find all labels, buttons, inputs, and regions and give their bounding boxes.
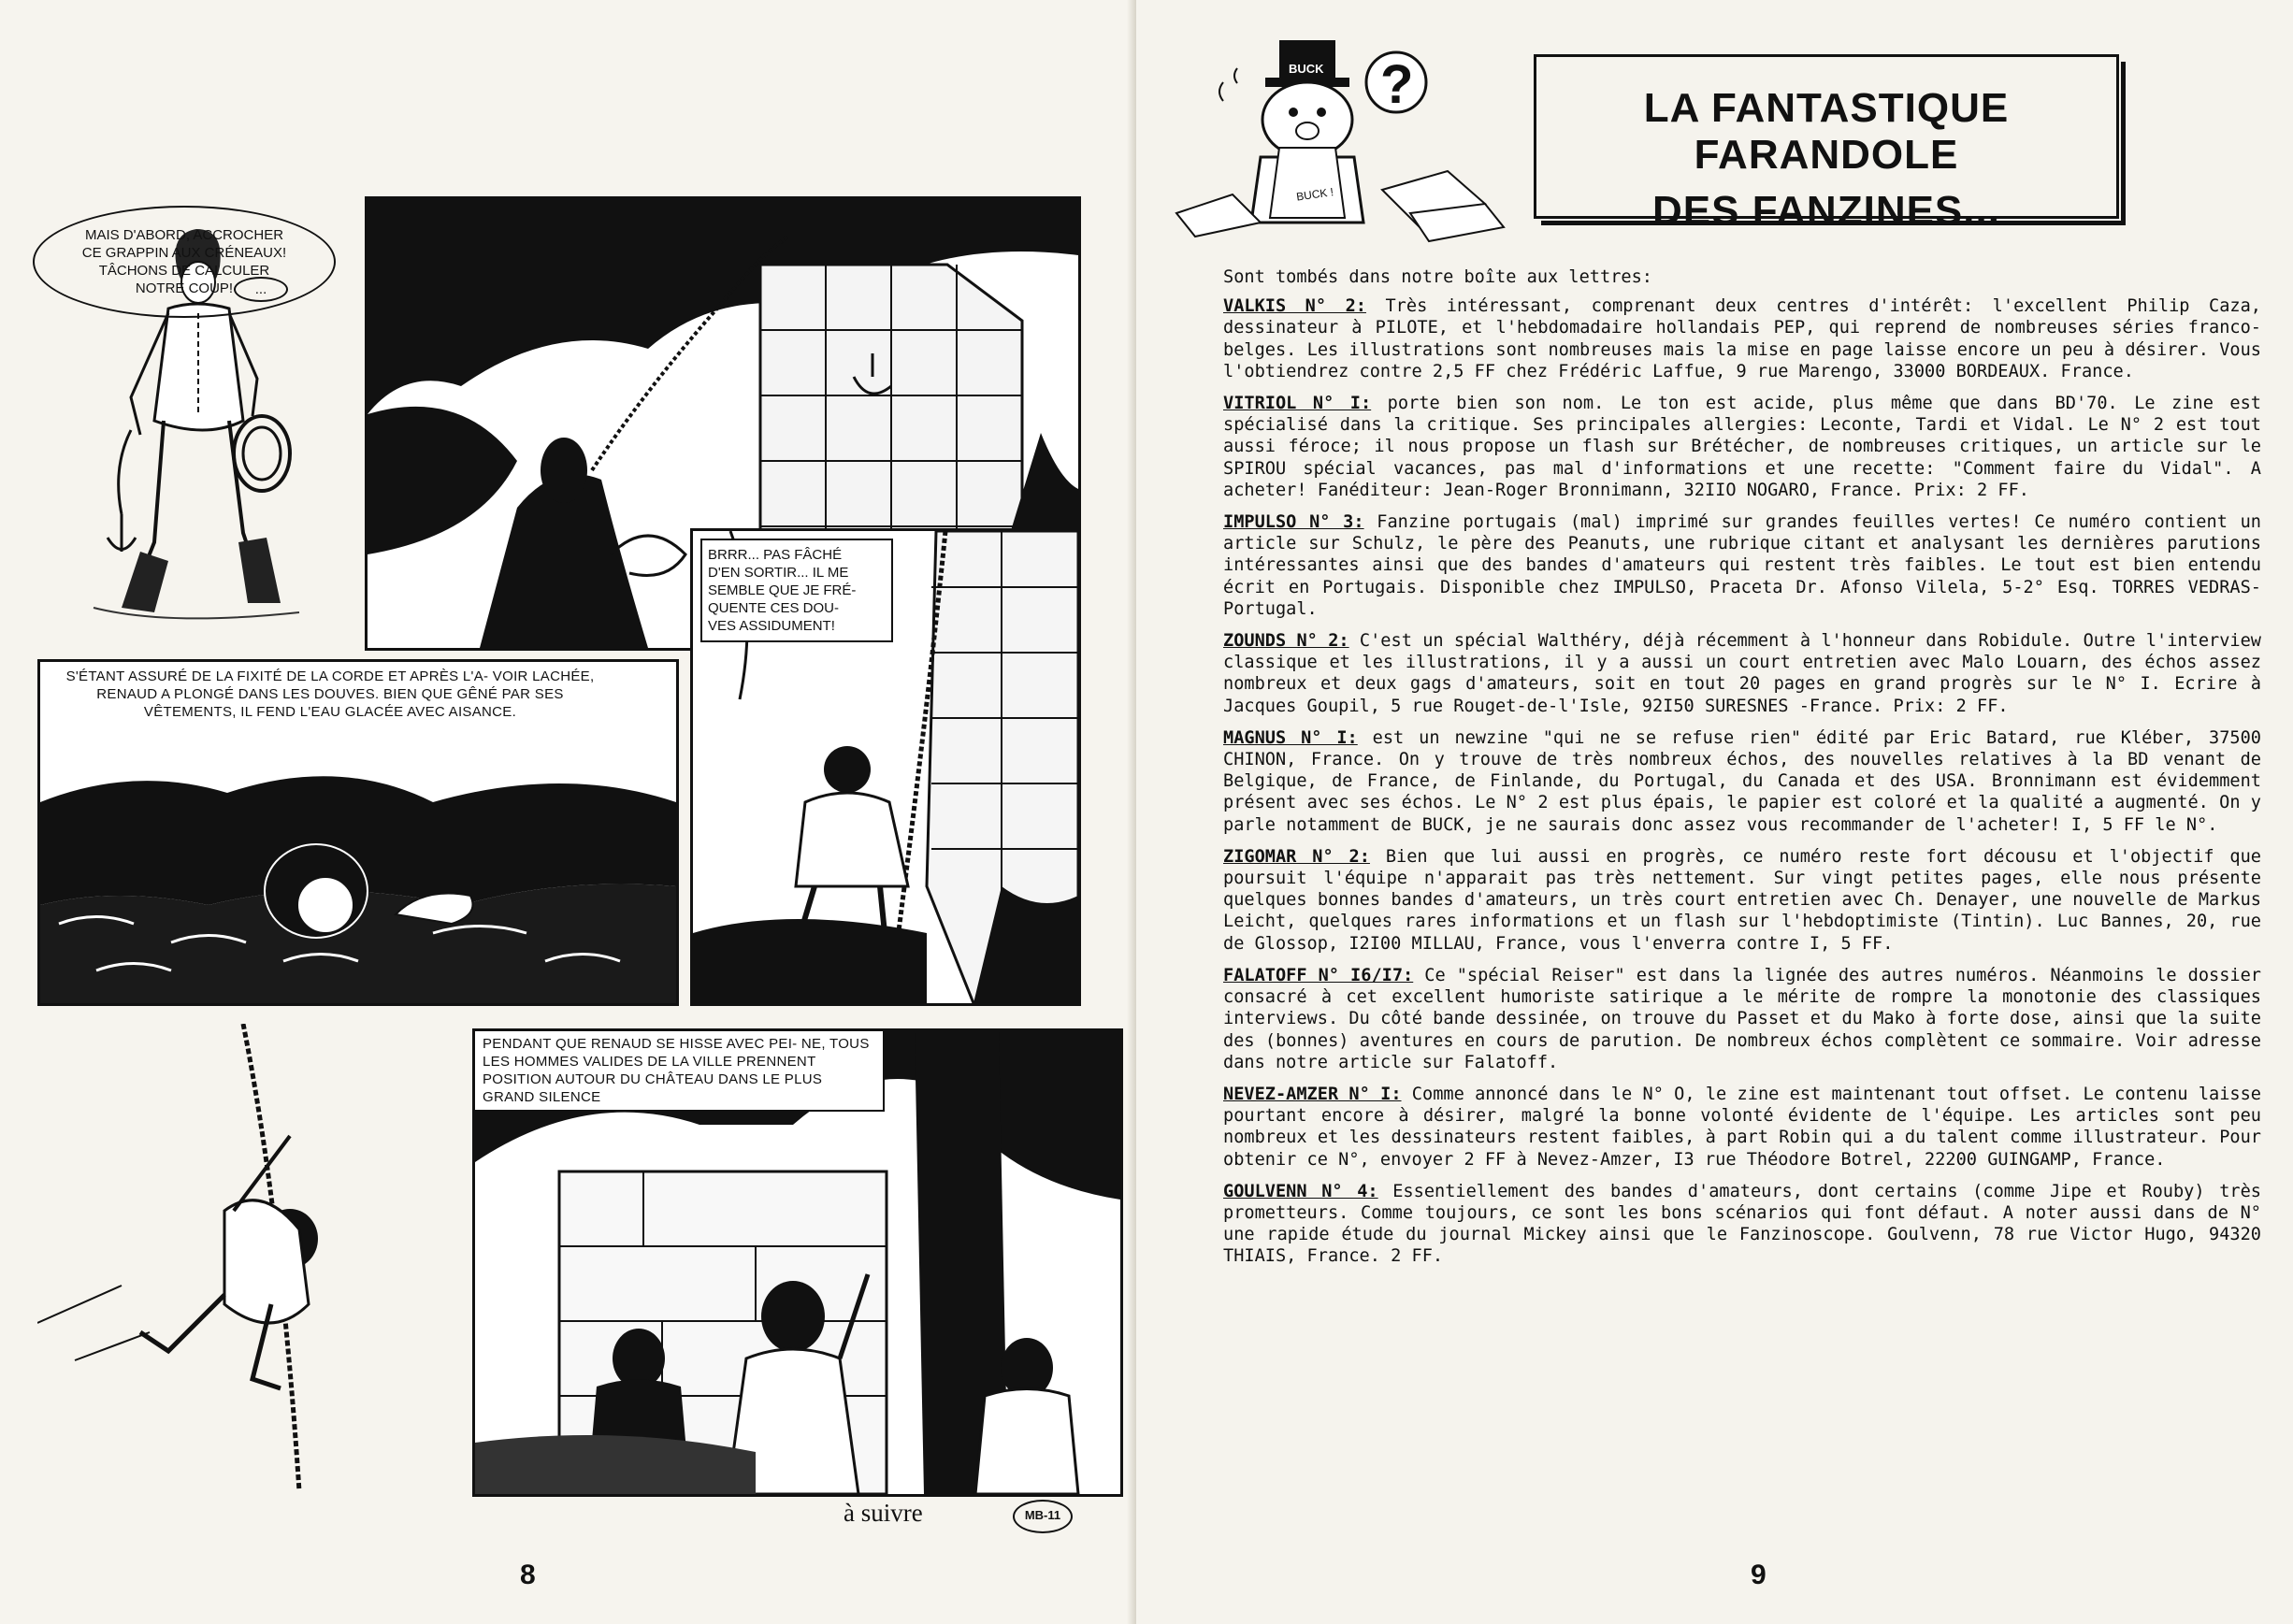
section-title-box <box>1534 54 2119 234</box>
fanzine-entry-text: Très intéressant, comprenant deux centres d'intérêt: l'excellent Philip Caza, dessinateur à PILOTE, et l'hebdomadaire hollandais PEP, qui reprend de nombreuses séries franco-belges. Les illustrations sont nombreuses mais la mise en page laisse encore un peu à désirer. Vous l'obtiendrez contre 2,5 FF chez Frédéric Laffue, 9 rue Marengo, 33000 BORDEAUX. France. <box>1223 296 2261 381</box>
article-intro: Sont tombés dans notre boîte aux lettres: <box>1223 267 1652 287</box>
mascot-reader <box>1167 26 1522 251</box>
mascot-question-mark: ? <box>1380 54 1414 115</box>
fanzine-entry <box>1223 295 2261 382</box>
fanzine-entry <box>1223 511 2261 620</box>
fanzine-entry-text: Ce "spécial Reiser" est dans la lignée des autres numéros. Néanmoins le dossier consacré à cet excellent humoriste satirique a le mérite de rompre la monotonie des classiques interviews. Du côté bande dessinée, on trouve du Passet et du Mako à forte dose, ainsi que la suite des (bonnes) aventures en cours de parution. De nombreux échos complètent ce sommaire. Voir adresse dans notre article sur Falatoff. <box>1223 965 2261 1072</box>
fanzine-entry-name: GOULVENN N° 4: <box>1223 1181 1378 1201</box>
panel-6-caption: PENDANT QUE RENAUD SE HISSE AVEC PEI- NE, TOUS LES HOMMES VALIDES DE LA VILLE PRENNENT POSITION AUTOUR DU CHÂTEAU DANS LE PLUS GRAND SILENCE <box>475 1031 885 1112</box>
mascot-reading-illustration <box>1167 26 1522 251</box>
fanzine-review-article <box>1223 266 2261 1278</box>
fanzine-entry-text: porte bien son nom. Le ton est acide, plus même que dans BD'70. Le zine est spécialisé dans la critique. Ses principales allergies: Leconte, Tardi et Vidal. Le N° 2 est tout aussi féroce; il nous propose un flash sur Brétécher, de nombreuses critiques, un article sur le SPIROU spécial vacances, pas mal d'informations et une recette: "Comment faire du Vidal". A acheter! Fanéditeur: Jean-Roger Bronnimann, 32IIO NOGARO, France. Prix: 2 FF. <box>1223 394 2262 500</box>
panel-5-climbing-rope <box>37 1024 411 1491</box>
page-number-left: 8 <box>520 1559 536 1590</box>
fanzine-entry <box>1223 846 2261 955</box>
fanzine-entry-text: C'est un spécial Walthéry, déjà récemment à l'honneur dans Robidule. Outre l'interview classique et les illustrations, il y a aussi un court entretien avec Malo Louarn, des échos assez nombreux et deux gags d'amateurs, soit en tout 20 pages en grand progrès sur le N° I. Ecrire à Jacques Goupil, 5 rue Rouget-de-l'Isle, 92I50 SURESNES -France. Prix: 2 FF. <box>1223 631 2261 716</box>
fanzine-entry-name: NEVEZ-AMZER N° I: <box>1223 1084 1402 1104</box>
fanzine-entry-text: Essentiellement des bandes d'amateurs, dont certains (comme Jipe et Rouby) très prometteurs. Comme toujours, ce sont les bons scénarios qui font défaut. A noter aussi dans de N° une rapide étude du journal Mickey ainsi que le Fanzinoscope. Goulvenn, 78 rue Victor Hugo, 94320 THIAIS, France. 2 FF. <box>1223 1181 2261 1267</box>
fanzine-entry-name: VALKIS N° 2: <box>1223 296 1366 317</box>
mascot-hat-text: BUCK <box>1289 62 1324 76</box>
fanzine-entry-text: Fanzine portugais (mal) imprimé sur grandes feuilles vertes! Ce numéro contient un article sur Schulz, le père des Peanuts, une rubrique citant et analysant les dernières parutions intéressantes ainsi que des bandes d'amateurs qui restent très faibles. Le tout est bien entendu écrit en Portugais. Disponible chez IMPULSO, Praceta Dr. Afonso Vilela, 5-2° Esq. TORRES VEDRAS- Portugal. <box>1223 512 2261 619</box>
fanzine-entry-name: MAGNUS N° I: <box>1223 727 1358 748</box>
panel-4-climbing-out <box>690 528 1081 1006</box>
panel-3-swimming <box>37 659 679 1006</box>
mascot-book-text: BUCK ! <box>1295 185 1334 204</box>
panel-1-speech-balloon: MAIS D'ABORD, ACCROCHER CE GRAPPIN AUX CRÉNEAUX! TÂCHONS DE CALCULER NOTRE COUP! <box>33 206 336 318</box>
panel-1-ellipsis-balloon: ... <box>234 277 288 302</box>
fanzine-entry-name: ZIGOMAR N° 2: <box>1223 846 1370 867</box>
panel-4-speech-balloon: BRRR... PAS FÂCHÉ D'EN SORTIR... IL ME SEMBLE QUE JE FRÉ- QUENTE CES DOU- VES ASSIDUMENT! <box>700 539 893 642</box>
fanzine-entry-text: Bien que lui aussi en progrès, ce numéro reste fort décousu et l'objectif que poursuit l'équipe n'apparait pas très nettement. Sur vingt petites pages, elle nous présente quelques bonnes bandes d'amateurs, un très court entretien avec Ch. Denayer, une nouvelle de Markus Leicht, quelques rares informations et un flash sur l'hebdoptimiste (Tintin). Luc Bannes, 20, rue de Glossop, I2I00 MILLAU, France, vous l'enverra contre I, 5 FF. <box>1223 846 2261 954</box>
fanzine-entry-text: est un newzine "qui ne se refuse rien" édité par Eric Batard, rue Kléber, 37500 CHINON, France. On y trouve de très nombreux échos, des nouvelles relatives à la BD venant de Belgique, de France, de Finlande, du Portugal, du Canada et des USA. Bronnimann est évidemment présent avec ses échos. Le N° 2 est plus épais, le papier est coloré et la qualité a augmenté. On y parle notamment de BUCK, je ne saurais donc assez vous recommander de l'acheter! I, 5 FF le N°. <box>1223 727 2261 835</box>
panel-3-caption: S'ÉTANT ASSURÉ DE LA FIXITÉ DE LA CORDE ET APRÈS L'A- VOIR LACHÉE, RENAUD A PLONGÉ DANS LES DOUVES. BIEN QUE GÊNÉ PAR SES VÊTEMENTS, IL FEND L'EAU GLACÉE AVEC AISANCE. <box>40 662 620 726</box>
climbing-figure-illustration <box>37 1024 411 1491</box>
section-title-line-2: DES FANZINES... <box>1652 188 2000 234</box>
fanzine-entry <box>1223 965 2261 1073</box>
artist-signature: MB-11 <box>1013 1500 1073 1533</box>
fanzine-entry-name: FALATOFF N° I6/I7: <box>1223 965 1414 985</box>
fanzine-entry-text: Comme annoncé dans le N° O, le zine est maintenant tout offset. Le contenu laisse pourtant encore à désirer, malgré la bonne volonté évidente de l'équipe. Les articles sont peu nombreux et les dessinateurs restent faibles, à part Robin qui a du talent comme illustrateur. Pour obtenir ce N°, envoyer 2 FF à Nevez-Amzer, I3 rue Théodore Botrel, 22200 GUINGAMP, France. <box>1223 1084 2261 1170</box>
section-title-line-1: LA FANTASTIQUE FARANDOLE <box>1643 85 2010 178</box>
fanzine-entry-name: IMPULSO N° 3: <box>1223 512 1364 533</box>
fanzine-entry <box>1223 393 2261 501</box>
fanzine-entry <box>1223 1181 2261 1268</box>
panel-6-men-gathering <box>472 1028 1123 1497</box>
fanzine-entry-name: VITRIOL N° I: <box>1223 394 1372 414</box>
fanzine-entry <box>1223 727 2261 836</box>
fanzine-entries-list <box>1223 295 2261 1267</box>
to-be-continued-label: à suivre <box>844 1499 923 1527</box>
fanzine-entry <box>1223 630 2261 717</box>
fanzine-entry <box>1223 1084 2261 1171</box>
page-number-right: 9 <box>1751 1559 1767 1590</box>
fanzine-entry-name: ZOUNDS N° 2: <box>1223 631 1349 652</box>
